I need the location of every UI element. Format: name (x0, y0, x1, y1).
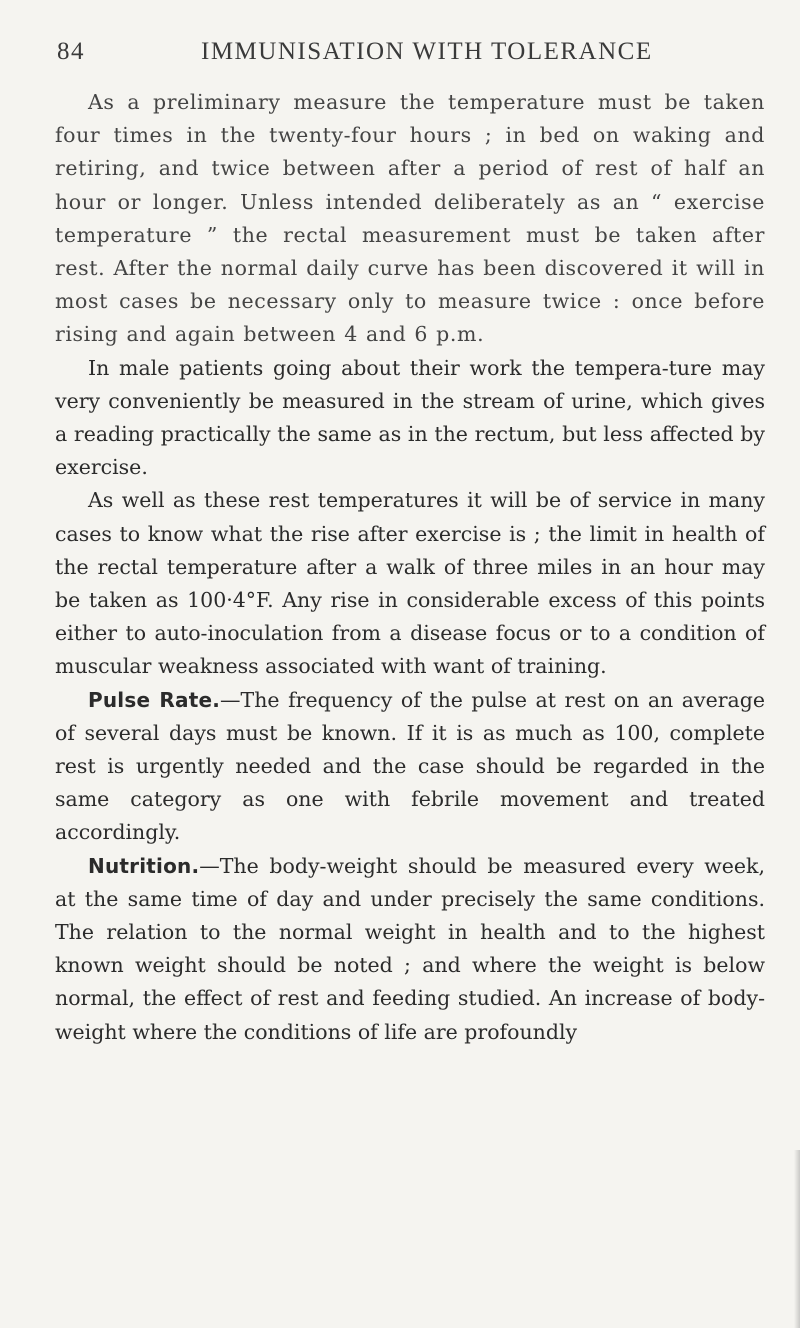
paragraph-nutrition (55, 850, 765, 1049)
running-head (57, 38, 757, 70)
paragraph-exercise-temperature: As well as these rest temperatures it will be of service in many cases to know what the rise after exercise is ; the limit in health of the rectal temperature after a walk of three miles in an hour may be taken as 100·4°F. Any rise in considerable excess of this points either to auto-inoculation from a disease focus or to a condition of muscular weakness associated with want of training. (55, 488, 765, 679)
paragraph-urine-temperature: In male patients going about their work the tempera-ture may very conveniently be measured in the stream of urine, which gives a reading practically the same as in the rectum, but less affected by exercise. (55, 355, 765, 480)
pulse-rate-text: —The frequency of the pulse at rest on an average of several days must be known. If it is as much as 100, complete rest is urgently needed and the case should be regarded in the same category as one with febrile movement and treated accordingly. (55, 687, 765, 845)
page-edge-shadow (794, 1150, 800, 1328)
section-heading-nutrition: Nutrition. (88, 853, 200, 878)
paragraph-temperature-measurement: As a preliminary measure the temperature must be taken four times in the twenty-four hours ; in bed on waking and retiring, and twice between after a period of rest of half an hour or longer. Unless intended deliberately as an “ exercise temperature ” the rectal measurement must be taken after rest. After the normal daily curve has been discovered it will in most cases be necessary only to measure twice : once before rising and again between 4 and 6 p.m. (55, 90, 765, 347)
body-text (55, 86, 765, 1049)
page-number: 84 (57, 38, 85, 65)
paragraph-pulse-rate (55, 684, 765, 850)
nutrition-text: —The body-weight should be measured every week, at the same time of day and under precisely the same conditions. The relation to the normal weight in health and to the highest known weight should be noted ; and where the weight is below normal, the effect of rest and feeding studied. An increase of body-weight where the conditions of life are profoundly (55, 853, 765, 1044)
running-title: IMMUNISATION WITH TOLERANCE (201, 38, 653, 65)
section-heading-pulse-rate: Pulse Rate. (88, 687, 221, 712)
